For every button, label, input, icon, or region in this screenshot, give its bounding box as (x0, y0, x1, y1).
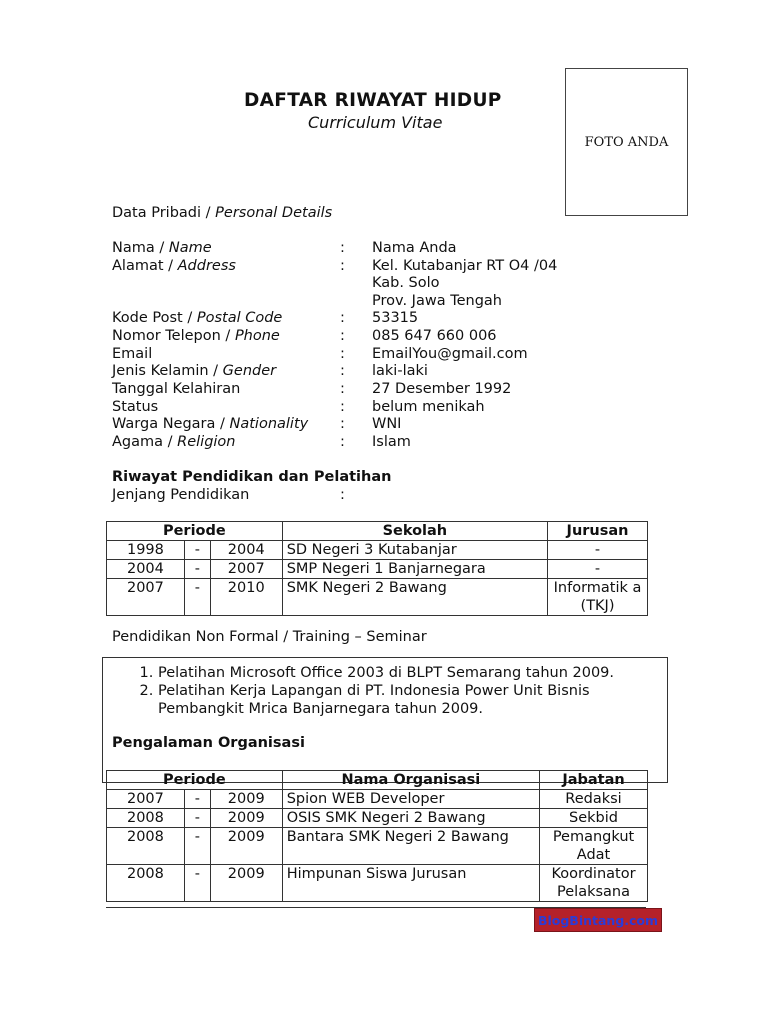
organization-header-name: Nama Organisasi (282, 771, 539, 790)
personal-value: 085 647 660 006 (372, 328, 497, 344)
organization-role: Pemangkut Adat (540, 828, 648, 865)
organization-role: Redaksi (540, 790, 648, 809)
personal-label: Tanggal Kelahiran (112, 381, 241, 397)
personal-value: Nama Anda (372, 240, 457, 256)
period-from: 2007 (107, 579, 185, 616)
personal-label: Nama / Name (112, 240, 212, 256)
period-from: 2008 (107, 828, 185, 865)
personal-label: Email (112, 346, 153, 362)
period-dash: - (184, 560, 210, 579)
personal-colon: : (340, 363, 345, 379)
period-dash: - (184, 541, 210, 560)
watermark-badge[interactable]: BlogBintang.com (534, 908, 662, 932)
page-subtitle: Curriculum Vitae (308, 113, 443, 132)
organization-role: Koordinator Pelaksana (540, 865, 648, 902)
personal-value: Kel. Kutabanjar RT O4 /04 (372, 258, 558, 274)
personal-label: Alamat / Address (112, 258, 236, 274)
period-from: 2007 (107, 790, 185, 809)
personal-value: Prov. Jawa Tengah (372, 293, 502, 309)
period-dash: - (184, 579, 210, 616)
personal-colon: : (340, 240, 345, 256)
organization-role: Sekbid (540, 809, 648, 828)
period-from: 2004 (107, 560, 185, 579)
education-heading: Riwayat Pendidikan dan Pelatihan (112, 469, 392, 485)
education-table (106, 521, 648, 616)
period-to: 2004 (210, 541, 282, 560)
personal-colon: : (340, 434, 345, 450)
period-dash: - (184, 809, 210, 828)
personal-value: Kab. Solo (372, 275, 440, 291)
personal-label: Agama / Religion (112, 434, 236, 450)
organization-table (106, 770, 648, 902)
period-to: 2009 (210, 809, 282, 828)
personal-value: 53315 (372, 310, 419, 326)
personal-value: WNI (372, 416, 402, 432)
personal-label: Status (112, 399, 159, 415)
table-row (107, 809, 648, 828)
photo-label: FOTO ANDA (584, 134, 669, 150)
personal-value: Islam (372, 434, 411, 450)
photo-placeholder (565, 68, 688, 216)
organization-name: Bantara SMK Negeri 2 Bawang (282, 828, 539, 865)
school-name: SD Negeri 3 Kutabanjar (282, 541, 547, 560)
list-item: 1. Pelatihan Microsoft Office 2003 di BLPT Semarang tahun 2009. (158, 664, 678, 682)
period-to: 2007 (210, 560, 282, 579)
personal-value: laki-laki (372, 363, 428, 379)
period-to: 2009 (210, 828, 282, 865)
personal-label: Nomor Telepon / Phone (112, 328, 280, 344)
training-heading: Pendidikan Non Formal / Training – Seminar (112, 629, 427, 645)
table-row (107, 560, 648, 579)
personal-heading-text: Data Pribadi (112, 205, 202, 221)
period-to: 2010 (210, 579, 282, 616)
major: - (548, 560, 648, 579)
period-from: 2008 (107, 865, 185, 902)
training-list (112, 664, 678, 718)
education-level-label: Jenjang Pendidikan (112, 487, 250, 503)
period-from: 1998 (107, 541, 185, 560)
table-row (107, 790, 648, 809)
education-header-period: Periode (107, 522, 283, 541)
table-row (107, 865, 648, 902)
table-row (107, 828, 648, 865)
personal-colon: : (340, 258, 345, 274)
personal-value: EmailYou@gmail.com (372, 346, 528, 362)
organization-heading: Pengalaman Organisasi (112, 735, 305, 751)
period-to: 2009 (210, 865, 282, 902)
education-header-major: Jurusan (548, 522, 648, 541)
personal-colon: : (340, 328, 345, 344)
table-row (107, 579, 648, 616)
personal-colon: : (340, 346, 345, 362)
personal-colon: : (340, 381, 345, 397)
organization-name: Himpunan Siswa Jurusan (282, 865, 539, 902)
personal-colon: : (340, 310, 345, 326)
period-to: 2009 (210, 790, 282, 809)
organization-name: OSIS SMK Negeri 2 Bawang (282, 809, 539, 828)
organization-header-role: Jabatan (540, 771, 648, 790)
period-dash: - (184, 828, 210, 865)
major: - (548, 541, 648, 560)
period-dash: - (184, 865, 210, 902)
personal-value: belum menikah (372, 399, 485, 415)
period-dash: - (184, 790, 210, 809)
education-header-school: Sekolah (282, 522, 547, 541)
personal-colon: : (340, 416, 345, 432)
organization-name: Spion WEB Developer (282, 790, 539, 809)
personal-colon: : (340, 399, 345, 415)
organization-header-period: Periode (107, 771, 283, 790)
period-from: 2008 (107, 809, 185, 828)
personal-label: Warga Negara / Nationality (112, 416, 309, 432)
personal-heading-en: Personal Details (215, 205, 333, 221)
personal-label: Jenis Kelamin / Gender (112, 363, 277, 379)
school-name: SMP Negeri 1 Banjarnegara (282, 560, 547, 579)
school-name: SMK Negeri 2 Bawang (282, 579, 547, 616)
table-row (107, 541, 648, 560)
list-item: 2. Pelatihan Kerja Lapangan di PT. Indonesia Power Unit Bisnis Pembangkit Mrica Banjarnegara tahun 2009. (158, 682, 678, 718)
personal-value: 27 Desember 1992 (372, 381, 512, 397)
major: Informatik a (TKJ) (548, 579, 648, 616)
personal-label: Kode Post / Postal Code (112, 310, 283, 326)
page-title: DAFTAR RIWAYAT HIDUP (244, 90, 502, 111)
